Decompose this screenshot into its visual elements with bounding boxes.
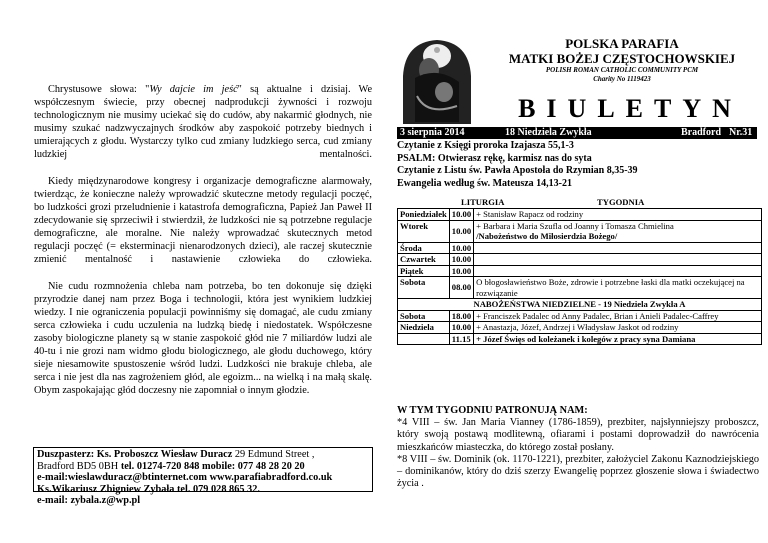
table-row: Piątek 10.00	[398, 265, 762, 277]
table-row: Poniedziałek 10.00 + Stanisław Rapacz od rodziny	[398, 209, 762, 221]
table-row: Czwartek 10.00	[398, 254, 762, 266]
madonna-icon	[397, 36, 477, 126]
patrons-section: W TYM TYGODNIU PATRONUJĄ NAM: *4 VIII – św. Jan Maria Vianney (1786-1859), prezbiter, najsłynniejszy proboszcz, który swoją postawą modlitewną, ofiarami i postami doprowadził do nawrócenia mieszkańców miasteczka, do którego został posłany. *8 VIII – św. Dominik (ok. 1170-1221), prezbiter, założyciel Zakonu Kaznodziejskiego – dominikanów, który do dziś szerzy Ewangelię poprzez głoszenie słowa i świadectwo życia .	[397, 405, 759, 490]
editorial-paragraph-1: Chrystusowe słowa: "Wy dajcie im jeść" są aktualne i dzisiaj. We współczesnym świecie, przy obecnej nadprodukcji żywności i rozwoju technologicznym nie musimy uciekać się do cudów, aby nakarmić głodnych, nie musimy szukać nadzwyczajnych środków aby zaspokoić potrzeby biednych i umierających z głodu. Wystarczy tylko cud zmiany ludzkiego serca, cud zmiany ludzkiej mentalności.	[34, 84, 373, 160]
editorial-column	[34, 83, 372, 411]
contact-box: Duszpasterz: Ks. Proboszcz Wiesław Duracz 29 Edmund Street , Bradford BD5 0BH tel. 01274-720 848 mobile: 077 48 28 20 20 e-mail:wieslawduracz@btinternet.com www.parafiabradford.co.uk Ks.Wikariusz Zbigniew Zybała tel. 079 028 865 32. e-mail: zybala.z@wp.pl	[33, 447, 373, 492]
readings-list: Czytanie z Księgi proroka Izajasza 55,1-3 PSALM: Otwierasz rękę, karmisz nas do syta Czytanie z Listu św. Pawła Apostoła do Rzymian 8,35-39 Ewangelia według św. Mateusza 14,13-21	[397, 140, 638, 189]
table-row: Niedziela 10.00 + Anastazja, Józef, Andrzej i Władysław Jaskot od rodziny	[398, 322, 762, 334]
liturgy-schedule: LITURGIA TYGODNIA Poniedziałek 10.00 + Stanisław Rapacz od rodziny Wtorek 10.00 + Barbara i Maria Szufla od Joanny i Tomasza Chmielina /Nabożeństwo do Miłosierdzia Bożego/ Środa 10.00 Czwartek 10.00 Piątek 10.00 Sobota 08.00 O błogosławieństwo Boże, zdrowie i potrzebne łaski dla matki oczekującej na rozwiązanie NABOŻEŃSTWA NIEDZIELNE - 19 Niedziela Zwykła A Sobota 18.00 + Franciszek Padalec od Anny Padalec, Brian i Anieli Padalec-Caffrey Niedziela 10.00 + Anastazja, Józef, Andrzej i Władysław Jaskot od rodziny 11.15 + Józef Święs od koleżanek i kolegów z pracy syna Damiana	[397, 197, 762, 345]
table-row: Środa 10.00	[398, 242, 762, 254]
date-bar: 3 sierpnia 2014 18 Niedziela Zwykła Bradford Nr.31	[397, 127, 757, 139]
contact-email-web[interactable]: e-mail:wieslawduracz@btinternet.com www.parafiabradford.co.uk	[37, 472, 333, 483]
bulletin-title: BIULETYN	[518, 94, 742, 123]
editorial-paragraph-2: Kiedy międzynarodowe kongresy i organizacje demograficzne alarmowały, twierdząc, że konieczne należy wprowadzić skuteczne metody regulacji poczęć, bo ludzkości grozi przeludnienie i katastrofa demograficzna, Papież Jan Paweł II zdecydowanie się sprzeciwił i stwierdził, że ludzkości nie są potrzebne regulacje demograficzne, ale moralne. Nie należy wprowadzać skutecznych metod regulacji poczęć (= eksterminacji nienarodzonych dzieci), ale raczej skutecznie zmienić mentalność i nastawienie człowieka do człowieka.	[34, 176, 372, 265]
table-row: Wtorek 10.00 + Barbara i Maria Szufla od Joanny i Tomasza Chmielina /Nabożeństwo do Miłosierdzia Bożego/	[398, 220, 762, 242]
table-row: Sobota 08.00 O błogosławieństwo Boże, zdrowie i potrzebne łaski dla matki oczekującej na rozwiązanie	[398, 277, 762, 299]
editorial-paragraph-3: Nie cudu rozmnożenia chleba nam potrzeba, bo ten dokonuje się dzięki przyrodzie danej nam przez Boga i technologii, która jest wynikiem ludzkiej wiedzy. I nie ograniczenia populacji powinniśmy się domagać, ale cudu zmiany serca człowieka i cudu uczulenia na ludzką biedę i niedostatek. Współczesne zasoby biologiczne planety są w stanie zaspokoić głód nie 7 miliardów ludzi ale 40-tu i nie grozi nam widmo głodu biologicznego, ale głodu duchowego, który sieje niesamowite spustoszenie wśród ludzi. Ludzkości nie brakuje chleba, ale serca i nie jest dla nas zagrożeniem głód, ale egoizm... na wielką i na małą skalę. Obym zaspokajając głód doczesny nie zapomniał o innym głodzie.	[34, 281, 372, 396]
table-row: Sobota 18.00 + Franciszek Padalec od Anny Padalec, Brian i Anieli Padalec-Caffrey	[398, 310, 762, 322]
contact-email-vicar[interactable]: e-mail: zybala.z@wp.pl	[37, 495, 141, 506]
table-row: 11.15 + Józef Święs od koleżanek i kolegów z pracy syna Damiana	[398, 333, 762, 345]
table-row: NABOŻEŃSTWA NIEDZIELNE - 19 Niedziela Zwykła A	[398, 299, 762, 311]
parish-name: POLSKA PARAFIA MATKI BOŻEJ CZĘSTOCHOWSKIEJ POLISH ROMAN CATHOLIC COMMUNITY PCM Charity No 1119423	[508, 36, 736, 83]
